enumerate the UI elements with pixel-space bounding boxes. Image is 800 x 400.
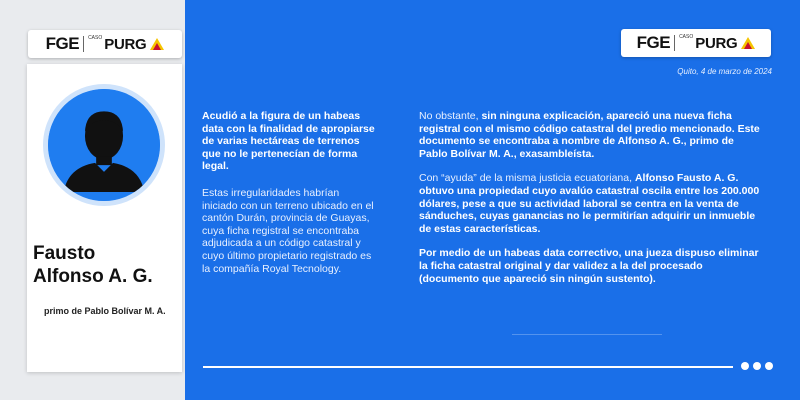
column2-p1-bold: sin ninguna explicación, apareció una nueva ficha registral con el mismo código catastral del predio mencionado. Este documento se encontraba a nombre de Alfonso A. G., primo de Pablo Bolívar M. A., exasambleísta. [419, 110, 760, 160]
column2-p1-light: No obstante, [419, 110, 482, 122]
text-column-1 [202, 110, 377, 287]
logo-caso-text: CASO [679, 34, 694, 40]
person-silhouette-icon [43, 84, 165, 206]
faint-divider [512, 334, 662, 335]
person-name-line2: Alfonso A. G. [33, 266, 153, 287]
logo-caso-text: CASO [88, 35, 103, 41]
logo-fge-text: FGE [636, 33, 671, 52]
person-name-line1: Fausto [33, 243, 96, 264]
column2-paragraph-3 [419, 247, 764, 285]
dot [765, 362, 773, 370]
person-relation: primo de Pablo Bolívar M. A. [44, 306, 166, 316]
dot [741, 362, 749, 370]
column1-lead: Acudió a la figura de un habeas data con la finalidad de apropiarse de varias hectáreas de terrenos que no le pertenecían de forma legal. [202, 110, 375, 173]
column2-p2-light: Con “ayuda” de la misma justicia ecuatoriana, [419, 172, 635, 185]
logo-separator [83, 36, 84, 52]
triangle-logo-icon [741, 37, 755, 49]
logo-purga-text: PURG [695, 34, 738, 52]
text-column-2 [419, 110, 764, 297]
logo-separator [674, 35, 675, 51]
column2-p3-bold: Por medio de un habeas data correctivo, una jueza dispuso eliminar la ficha catastral original y dar validez a la del procesado (documento que apareció sin ningún sustento). [419, 247, 759, 285]
column2-paragraph-1 [419, 110, 764, 160]
logo-fge-text: FGE [45, 34, 80, 53]
dots-icon [741, 362, 773, 370]
column1-body: Estas irregularidades habrían iniciado con un terreno ubicado en el cantón Durán, provincia de Guayas, cuya ficha registral se encontraba adjudicada a un código catastral y cuyo último propietario registrado es la compañía Royal Tecnology. [202, 186, 374, 275]
column2-paragraph-2 [419, 172, 764, 235]
triangle-logo-icon [150, 38, 164, 50]
column2-p2-bold: Alfonso Fausto A. G. obtuvo una propiedad cuyo avalúo catastral oscila entre los 200.000 dólares, pese a que su actividad laboral se centra en la venta de sánduches, cuyas ganancias no le permitirían adquirir un inmueble de estas características. [419, 172, 760, 235]
person-name [33, 242, 183, 288]
logo-fge-purga-left [28, 30, 182, 58]
bottom-divider [203, 366, 733, 368]
dot [753, 362, 761, 370]
logo-fge-purga-right [621, 29, 771, 57]
date-label: Quito, 4 de marzo de 2024 [677, 67, 772, 76]
logo-purga-text: PURG [104, 35, 147, 53]
